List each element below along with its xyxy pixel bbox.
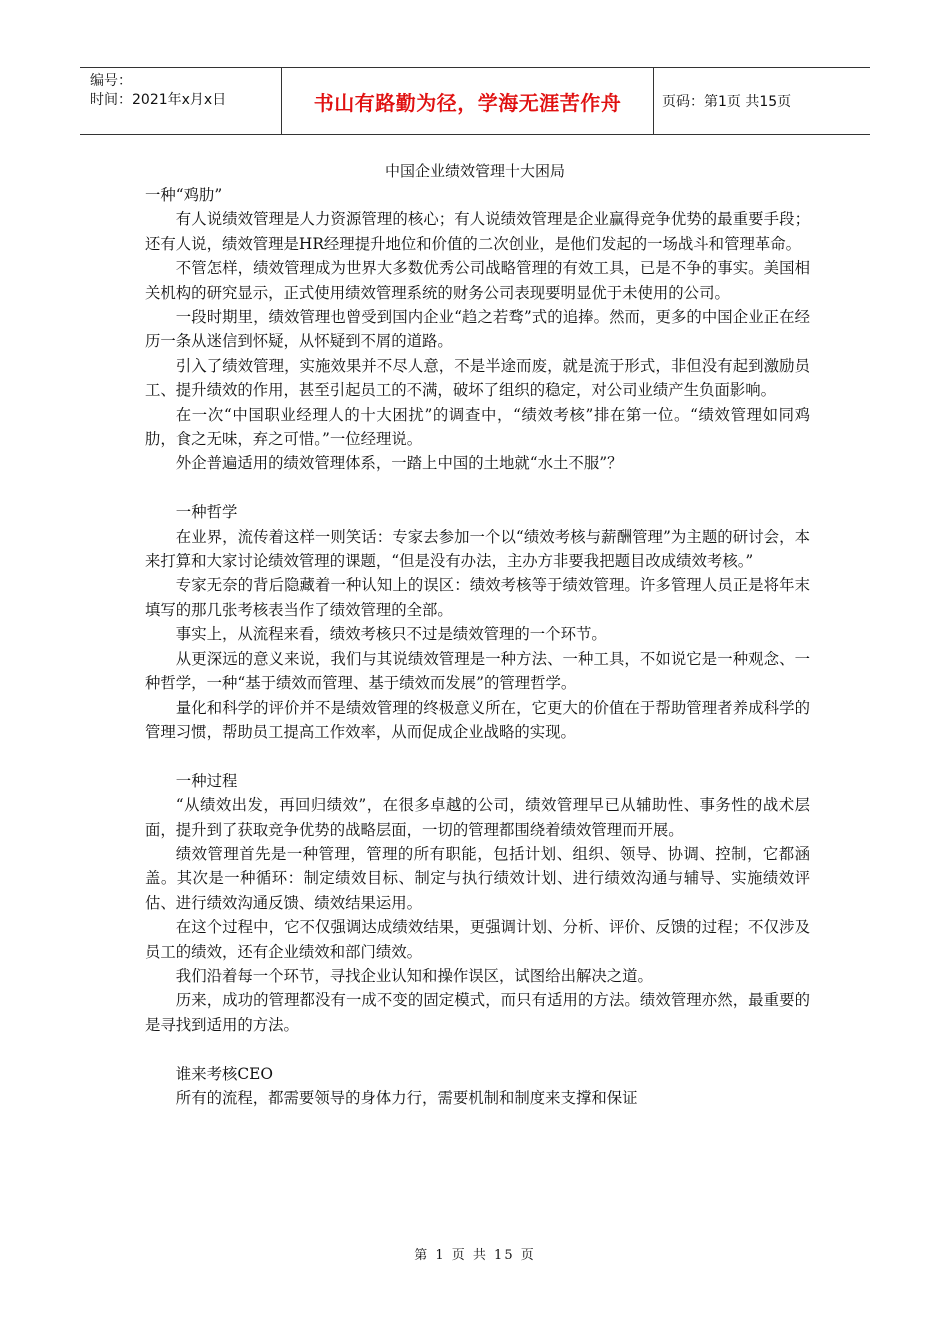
- paragraph: 我们沿着每一个环节，寻找企业认知和操作误区，试图给出解决之道。: [175, 966, 653, 985]
- paragraph: 所有的流程，都需要领导的身体力行，需要机制和制度来支撑和保证: [175, 1088, 638, 1107]
- paragraph: 一段时期里，绩效管理也曾受到国内企业“趋之若骛”式的追捧。然而，更多的中国企业正在经历一条从迷信到怀疑，从怀疑到不屑的道路。: [145, 308, 810, 351]
- header-meta: [80, 68, 282, 134]
- paragraph: 外企普遍适用的绩效管理体系，一踏上中国的土地就“水土不服”？: [175, 454, 623, 473]
- paragraph: 不管怎样，绩效管理成为世界大多数优秀公司战略管理的有效工具，已是不争的事实。美国相关机构的研究显示，正式使用绩效管理系统的财务公司表现要明显优于未使用的公司。: [145, 259, 810, 302]
- page-header: [80, 67, 870, 135]
- paragraph: 量化和科学的评价并不是绩效管理的终极意义所在，它更大的价值在于帮助管理者养成科学的管理习惯，帮助员工提高工作效率，从而促成企业战略的实现。: [145, 698, 810, 741]
- section-heading: 一种“鸡肋”: [145, 186, 223, 204]
- page-footer: 第 1 页 共 15 页: [414, 1248, 536, 1263]
- header-motto: 书山有路勤为径，学海无涯苦作舟: [282, 68, 654, 134]
- paragraph: 有人说绩效管理是人力资源管理的核心；有人说绩效管理是企业赢得竞争优势的最重要手段；还有人说，绩效管理是HR经理提升地位和价值的二次创业，是他们发起的一场战斗和管理革命。: [145, 210, 810, 253]
- number-label: 编号：: [90, 73, 132, 89]
- section-heading: 谁来考核CEO: [175, 1064, 273, 1083]
- paragraph: 历来，成功的管理都没有一成不变的固定模式，而只有适用的方法。绩效管理亦然，最重要的是寻找到适用的方法。: [145, 991, 810, 1034]
- document-body: [145, 183, 810, 1110]
- paragraph: 在业界，流传着这样一则笑话：专家去参加一个以“绩效考核与薪酬管理”为主题的研讨会，本来打算和大家讨论绩效管理的课题，“但是没有办法，主办方非要我把题目改成绩效考核。”: [145, 527, 810, 571]
- paragraph: 引入了绩效管理，实施效果并不尽人意，不是半途而废，就是流于形式，非但没有起到激励员工、提升绩效的作用，甚至引起员工的不满，破坏了组织的稳定，对公司业绩产生负面影响。: [145, 356, 810, 400]
- paragraph: 专家无奈的背后隐藏着一种认知上的误区：绩效考核等于绩效管理。许多管理人员正是将年末填写的那几张考核表当作了绩效管理的全部。: [145, 576, 810, 619]
- document-title: 中国企业绩效管理十大困局: [384, 162, 565, 180]
- paragraph: 绩效管理首先是一种管理，管理的所有职能，包括计划、组织、领导、协调、控制，它都涵盖。其次是一种循环：制定绩效目标、制定与执行绩效计划、进行绩效沟通与辅导、实施绩效评估、进行绩效沟通反馈、绩效结果运用。: [145, 844, 810, 912]
- paragraph: “从绩效出发，再回归绩效”，在很多卓越的公司，绩效管理早已从辅助性、事务性的战术层面，提升到了获取竞争优势的战略层面，一切的管理都围绕着绩效管理而开展。: [145, 796, 810, 839]
- section-heading: 一种过程: [175, 771, 238, 790]
- section-heading: 一种哲学: [175, 503, 238, 522]
- paragraph: 从更深远的意义来说，我们与其说绩效管理是一种方法、一种工具，不如说它是一种观念、一种哲学，一种“基于绩效而管理、基于绩效而发展”的管理哲学。: [145, 649, 810, 693]
- header-page-info: 页码：第1页 共15页: [662, 94, 792, 110]
- paragraph: 在这个过程中，它不仅强调达成绩效结果，更强调计划、分析、评价、反馈的过程；不仅涉及员工的绩效，还有企业绩效和部门绩效。: [145, 918, 810, 961]
- paragraph: 在一次“中国职业经理人的十大困扰”的调查中，“绩效考核”排在第一位。“绩效管理如同鸡肋，食之无味，弃之可惜。”一位经理说。: [145, 405, 810, 449]
- date-label: 时间：2021年x月x日: [90, 92, 227, 108]
- paragraph: 事实上，从流程来看，绩效考核只不过是绩效管理的一个环节。: [175, 625, 607, 644]
